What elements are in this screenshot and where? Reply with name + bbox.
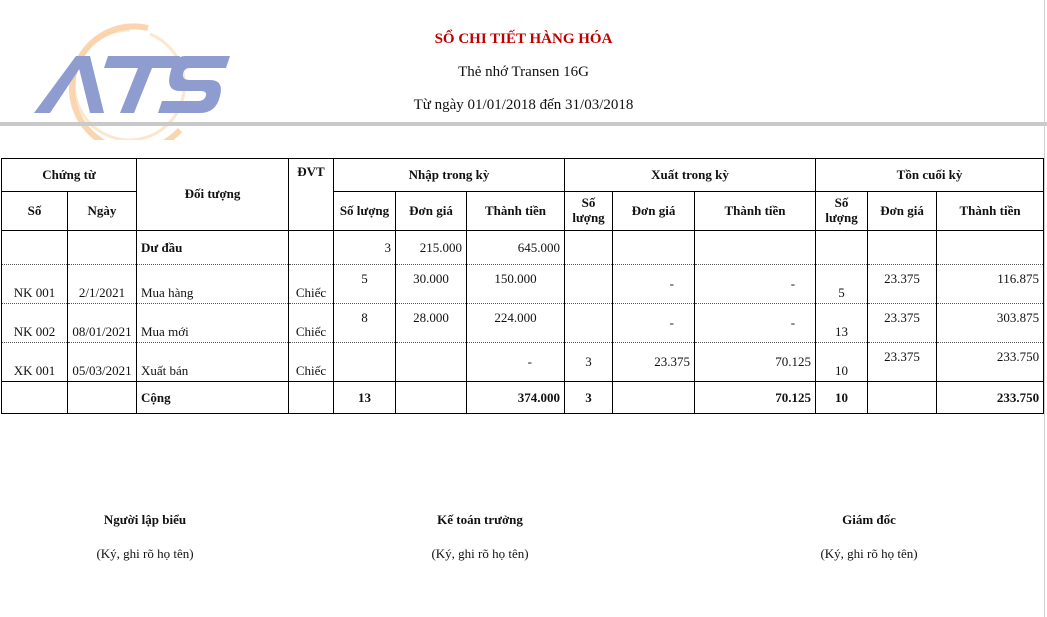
opening-row <box>2 231 1044 265</box>
row-end-price: 23.375 <box>868 265 937 304</box>
header-end-amount: Thành tiền <box>937 192 1044 231</box>
signature-director <box>739 512 999 562</box>
signature-role: Kế toán trưởng <box>437 512 523 527</box>
row-in-amount: 224.000 <box>467 304 565 343</box>
row-in-price: 28.000 <box>396 304 467 343</box>
header-voucher: Chứng từ <box>2 159 137 192</box>
row-date: 2/1/2021 <box>68 265 137 304</box>
opening-label: Dư đầu <box>137 231 289 265</box>
header-no: Số <box>2 192 68 231</box>
row-out-qty <box>565 304 613 343</box>
row-in-qty: 5 <box>334 265 396 304</box>
table-row <box>2 265 1044 304</box>
table-row <box>2 304 1044 343</box>
row-end-price: 23.375 <box>868 343 937 382</box>
signature-note: (Ký, ghi rõ họ tên) <box>431 546 529 561</box>
row-end-amount: 116.875 <box>937 265 1044 304</box>
table-row <box>2 343 1044 382</box>
row-in-price <box>396 343 467 382</box>
header-date: Ngày <box>68 192 137 231</box>
row-out-amount: 70.125 <box>695 343 816 382</box>
header-out-amount: Thành tiền <box>695 192 816 231</box>
total-in-amount: 374.000 <box>467 382 565 414</box>
signature-note: (Ký, ghi rõ họ tên) <box>820 546 918 561</box>
signature-role: Giám đốc <box>842 512 896 527</box>
header-end-qty: Số lượng <box>816 192 868 231</box>
opening-in-qty: 3 <box>334 231 396 265</box>
row-unit: Chiếc <box>289 304 334 343</box>
report-subtitle: Thẻ nhớ Transen 16G <box>458 64 589 80</box>
row-end-amount: 303.875 <box>937 304 1044 343</box>
signature-note: (Ký, ghi rõ họ tên) <box>96 546 194 561</box>
header-end: Tồn cuối kỳ <box>816 159 1044 192</box>
header-row-1 <box>2 159 1044 192</box>
row-end-qty: 5 <box>816 265 868 304</box>
row-no: XK 001 <box>2 343 68 382</box>
opening-in-price: 215.000 <box>396 231 467 265</box>
header-out-price: Đơn giá <box>613 192 695 231</box>
row-unit: Chiếc <box>289 265 334 304</box>
header-separator <box>0 122 1047 126</box>
report-title: SỔ CHI TIẾT HÀNG HÓA <box>434 31 613 47</box>
row-in-qty: 8 <box>334 304 396 343</box>
row-out-amount: - <box>695 304 816 343</box>
header-out: Xuất trong kỳ <box>565 159 816 192</box>
row-end-qty: 13 <box>816 304 868 343</box>
right-border <box>1044 0 1045 617</box>
row-in-price: 30.000 <box>396 265 467 304</box>
header-in-amount: Thành tiền <box>467 192 565 231</box>
row-out-price: 23.375 <box>613 343 695 382</box>
report-period: Từ ngày 01/01/2018 đến 31/03/2018 <box>413 97 634 113</box>
row-no: NK 002 <box>2 304 68 343</box>
total-end-qty: 10 <box>816 382 868 414</box>
total-row <box>2 382 1044 414</box>
header-end-price: Đơn giá <box>868 192 937 231</box>
row-end-qty: 10 <box>816 343 868 382</box>
goods-ledger-table <box>1 158 1044 414</box>
signature-preparer <box>15 512 275 562</box>
header-in: Nhập trong kỳ <box>334 159 565 192</box>
total-label: Cộng <box>137 382 289 414</box>
total-out-qty: 3 <box>565 382 613 414</box>
row-in-qty <box>334 343 396 382</box>
header-in-qty: Số lượng <box>334 192 396 231</box>
header-unit: ĐVT <box>289 159 334 231</box>
row-unit: Chiếc <box>289 343 334 382</box>
row-out-amount: - <box>695 265 816 304</box>
row-end-amount: 233.750 <box>937 343 1044 382</box>
signature-role: Người lập biểu <box>103 512 187 527</box>
total-end-amount: 233.750 <box>937 382 1044 414</box>
row-date: 08/01/2021 <box>68 304 137 343</box>
row-out-qty <box>565 265 613 304</box>
row-in-amount: 150.000 <box>467 265 565 304</box>
header-out-qty: Số lượng <box>565 192 613 231</box>
total-out-amount: 70.125 <box>695 382 816 414</box>
row-object: Xuất bán <box>137 343 289 382</box>
row-object: Mua hàng <box>137 265 289 304</box>
opening-in-amount: 645.000 <box>467 231 565 265</box>
row-out-price: - <box>613 265 695 304</box>
header-object: Đối tượng <box>137 159 289 231</box>
row-out-qty: 3 <box>565 343 613 382</box>
signature-chief-accountant <box>350 512 610 562</box>
row-object: Mua mới <box>137 304 289 343</box>
row-no: NK 001 <box>2 265 68 304</box>
row-in-amount: - <box>467 343 565 382</box>
row-end-price: 23.375 <box>868 304 937 343</box>
row-out-price: - <box>613 304 695 343</box>
total-in-qty: 13 <box>334 382 396 414</box>
row-date: 05/03/2021 <box>68 343 137 382</box>
header-in-price: Đơn giá <box>396 192 467 231</box>
